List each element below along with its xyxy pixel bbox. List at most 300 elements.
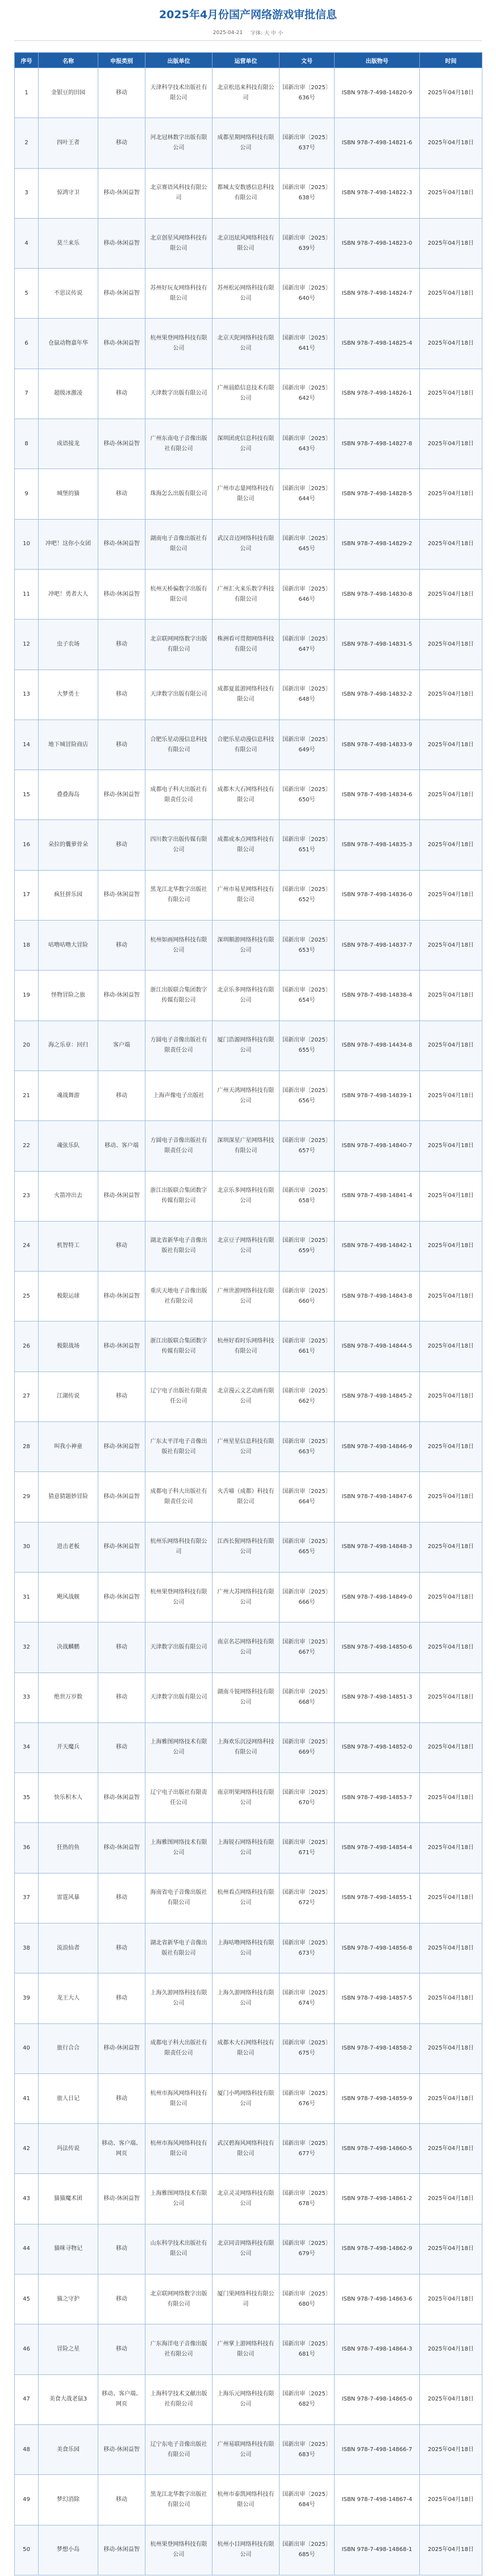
cell-category: 移动-休闲益智 [98, 218, 145, 268]
cell-date: 2025年04月18日 [420, 569, 482, 619]
cell-operator: 北京乐多网络科技有限公司 [212, 971, 280, 1021]
table-row [15, 971, 482, 1021]
cell-category: 客户端 [98, 1021, 145, 1070]
table-row [15, 118, 482, 168]
table-row [15, 369, 482, 419]
cell-game-name: 不思议传说 [39, 269, 98, 319]
font-size-small[interactable]: 小 [278, 31, 284, 36]
cell-operator: 湖南斗锐网络科技有限公司 [212, 1672, 280, 1722]
cell-category: 移动 [98, 2475, 145, 2525]
table-row [15, 569, 482, 619]
cell-date: 2025年04月18日 [420, 921, 482, 971]
cell-category: 移动-休闲益智 [98, 519, 145, 569]
cell-date: 2025年04月18日 [420, 218, 482, 268]
cell-isbn: ISBN 978-7-498-14849-0 [335, 1572, 420, 1622]
cell-approval-no: 国新出审〔2025〕666号 [280, 1572, 335, 1622]
cell-approval-no: 国新出审〔2025〕646号 [280, 569, 335, 619]
cell-operator: 北京天陀网络科技有限公司 [212, 319, 280, 369]
cell-operator: 广州星星信息科技有限公司 [212, 1422, 280, 1472]
table-row [15, 1522, 482, 1572]
cell-operator: 江西长猩网络科技有限公司 [212, 1522, 280, 1572]
cell-category: 移动 [98, 720, 145, 770]
cell-approval-no: 国新出审〔2025〕652号 [280, 870, 335, 920]
cell-operator: 上海久游网络科技有限公司 [212, 1973, 280, 2023]
cell-isbn: ISBN 978-7-498-14835-3 [335, 820, 420, 870]
cell-index: 25 [15, 1272, 39, 1322]
cell-approval-no: 国新出审〔2025〕662号 [280, 1371, 335, 1421]
cell-date: 2025年04月18日 [420, 1522, 482, 1572]
cell-index: 30 [15, 1522, 39, 1572]
table-row [15, 2073, 482, 2123]
cell-game-name: 猫之守护 [39, 2274, 98, 2324]
cell-publisher: 天津数字出版有限公司 [145, 369, 212, 419]
cell-operator: 成都夏蓝游网络科技有限公司 [212, 670, 280, 720]
cell-publisher: 浙江出版联合集团数字传媒有限公司 [145, 1171, 212, 1221]
cell-publisher: 上海科学技术文献出版社有限公司 [145, 2374, 212, 2424]
cell-date: 2025年04月18日 [420, 620, 482, 670]
cell-game-name: 虫子农场 [39, 620, 98, 670]
cell-operator: 杭州看点网络科技有限公司 [212, 1873, 280, 1923]
cell-game-name: 极限运球 [39, 1272, 98, 1322]
cell-game-name: 旅行合合 [39, 2023, 98, 2073]
cell-publisher: 北京联网网络数字出版有限公司 [145, 620, 212, 670]
cell-date: 2025年04月18日 [420, 1923, 482, 1973]
cell-operator: 武汉碧海风网络科技有限公司 [212, 2124, 280, 2174]
cell-publisher: 成都电子科大出版社有限责任公司 [145, 770, 212, 820]
cell-approval-no: 国新出审〔2025〕656号 [280, 1070, 335, 1120]
cell-game-name: 冲吧！勇者大人 [39, 569, 98, 619]
cell-category: 移动-休闲益智 [98, 1572, 145, 1622]
cell-date: 2025年04月18日 [420, 1171, 482, 1221]
cell-publisher: 方圆电子音像出版社有限责任公司 [145, 1121, 212, 1171]
table-row [15, 620, 482, 670]
cell-date: 2025年04月18日 [420, 720, 482, 770]
cell-operator: 上海欢乐沉浸网络科技有限公司 [212, 1722, 280, 1772]
column-header-operator: 运营单位 [212, 53, 280, 68]
cell-game-name: 惊鸿守卫 [39, 168, 98, 218]
cell-operator: 上海乐元网络科技有限公司 [212, 2374, 280, 2424]
cell-index: 29 [15, 1472, 39, 1522]
cell-approval-no: 国新出审〔2025〕651号 [280, 820, 335, 870]
cell-approval-no: 国新出审〔2025〕657号 [280, 1121, 335, 1171]
cell-category: 移动-休闲益智 [98, 419, 145, 469]
cell-publisher: 杭州市海风网络科技有限公司 [145, 2073, 212, 2123]
cell-index: 45 [15, 2274, 39, 2324]
table-row [15, 1973, 482, 2023]
cell-approval-no: 国新出审〔2025〕680号 [280, 2274, 335, 2324]
cell-index: 5 [15, 269, 39, 319]
cell-operator: 广州世游网络科技有限公司 [212, 1272, 280, 1322]
cell-category: 移动-休闲益智 [98, 319, 145, 369]
cell-index: 11 [15, 569, 39, 619]
table-row [15, 1422, 482, 1472]
table-row [15, 2274, 482, 2324]
cell-category: 移动-休闲益智 [98, 1472, 145, 1522]
cell-publisher: 北京创星风网络科技有限公司 [145, 218, 212, 268]
cell-approval-no: 国新出审〔2025〕639号 [280, 218, 335, 268]
cell-date: 2025年04月18日 [420, 2023, 482, 2073]
cell-category: 移动、客户端、网页 [98, 2374, 145, 2424]
cell-index: 9 [15, 469, 39, 519]
cell-approval-no: 国新出审〔2025〕676号 [280, 2073, 335, 2123]
cell-index: 17 [15, 870, 39, 920]
cell-game-name: 大梦勇士 [39, 670, 98, 720]
cell-operator: 深圳顺游网络科技有限公司 [212, 921, 280, 971]
cell-isbn: ISBN 978-7-498-14839-1 [335, 1070, 420, 1120]
cell-operator: 广州汇火来乐数字科技有限公司 [212, 569, 280, 619]
cell-operator: 北京豆子网络科技有限公司 [212, 1221, 280, 1271]
cell-index: 50 [15, 2525, 39, 2575]
cell-isbn: ISBN 978-7-498-14866-7 [335, 2424, 420, 2474]
cell-publisher: 合肥乐星动漫信息科技有限公司 [145, 720, 212, 770]
cell-approval-no: 国新出审〔2025〕663号 [280, 1422, 335, 1472]
cell-category: 移动 [98, 670, 145, 720]
cell-date: 2025年04月18日 [420, 870, 482, 920]
cell-game-name: 成语接龙 [39, 419, 98, 469]
table-row [15, 1722, 482, 1772]
cell-approval-no: 国新出审〔2025〕673号 [280, 1923, 335, 1973]
cell-publisher: 湖北省新华电子音像出版社有限公司 [145, 1221, 212, 1271]
cell-publisher: 杭州果登网络科技有限公司 [145, 1572, 212, 1622]
cell-publisher: 杭州乐网络科技有限公司 [145, 1522, 212, 1572]
cell-date: 2025年04月18日 [420, 1021, 482, 1070]
cell-date: 2025年04月18日 [420, 1422, 482, 1472]
cell-approval-no: 国新出审〔2025〕647号 [280, 620, 335, 670]
cell-game-name: 猫猫魔术团 [39, 2174, 98, 2224]
cell-game-name: 疯狂拼乐园 [39, 870, 98, 920]
cell-index: 48 [15, 2424, 39, 2474]
cell-publisher: 天津数字出版有限公司 [145, 1622, 212, 1672]
cell-publisher: 辽宁电子出版社有限责任公司 [145, 1773, 212, 1823]
cell-operator: 广州掌上游网络科技有限公司 [212, 2324, 280, 2374]
table-row [15, 1070, 482, 1120]
cell-index: 4 [15, 218, 39, 268]
table-row [15, 319, 482, 369]
cell-publisher: 湖北省新华电子音像出版社有限公司 [145, 1923, 212, 1973]
cell-date: 2025年04月18日 [420, 2324, 482, 2374]
cell-date: 2025年04月18日 [420, 2374, 482, 2424]
cell-date: 2025年04月18日 [420, 2475, 482, 2525]
cell-index: 2 [15, 118, 39, 168]
cell-isbn: ISBN 978-7-498-14862-9 [335, 2224, 420, 2274]
cell-game-name: 金银豆的田园 [39, 68, 98, 118]
cell-approval-no: 国新出审〔2025〕677号 [280, 2124, 335, 2174]
cell-isbn: ISBN 978-7-498-14860-5 [335, 2124, 420, 2174]
cell-game-name: 江湖传说 [39, 1371, 98, 1421]
cell-approval-no: 国新出审〔2025〕665号 [280, 1522, 335, 1572]
cell-date: 2025年04月18日 [420, 1722, 482, 1772]
cell-index: 23 [15, 1171, 39, 1221]
cell-isbn: ISBN 978-7-498-14824-7 [335, 269, 420, 319]
cell-index: 16 [15, 820, 39, 870]
cell-date: 2025年04月18日 [420, 68, 482, 118]
cell-isbn: ISBN 978-7-498-14853-7 [335, 1773, 420, 1823]
cell-index: 21 [15, 1070, 39, 1120]
cell-date: 2025年04月18日 [420, 1472, 482, 1522]
cell-publisher: 上海雅图网络技术有限公司 [145, 1722, 212, 1772]
cell-publisher: 四川数字出版传媒有限公司 [145, 820, 212, 870]
cell-approval-no: 国新出审〔2025〕675号 [280, 2023, 335, 2073]
cell-approval-no: 国新出审〔2025〕650号 [280, 770, 335, 820]
cell-isbn: ISBN 978-7-498-14858-2 [335, 2023, 420, 2073]
cell-date: 2025年04月18日 [420, 2174, 482, 2224]
table-row [15, 1873, 482, 1923]
cell-game-name: 仓鼠动物嘉年华 [39, 319, 98, 369]
cell-index: 27 [15, 1371, 39, 1421]
cell-date: 2025年04月18日 [420, 1773, 482, 1823]
cell-isbn: ISBN 978-7-498-14820-9 [335, 68, 420, 118]
cell-category: 移动 [98, 1973, 145, 2023]
cell-isbn: ISBN 978-7-498-14832-2 [335, 670, 420, 720]
table-body [15, 68, 482, 2575]
cell-date: 2025年04月18日 [420, 1823, 482, 1873]
cell-isbn: ISBN 978-7-498-14827-8 [335, 419, 420, 469]
cell-isbn: ISBN 978-7-498-14857-5 [335, 1973, 420, 2023]
cell-category: 移动、客户端、网页 [98, 2124, 145, 2174]
cell-isbn: ISBN 978-7-498-14826-1 [335, 369, 420, 419]
cell-game-name: 朵拉的囊萝骨朵 [39, 820, 98, 870]
cell-category: 移动 [98, 369, 145, 419]
cell-game-name: 地下城冒险商店 [39, 720, 98, 770]
table-row [15, 870, 482, 920]
cell-category: 移动 [98, 2274, 145, 2324]
cell-category: 移动 [98, 469, 145, 519]
cell-approval-no: 国新出审〔2025〕669号 [280, 1722, 335, 1772]
cell-category: 移动-休闲益智 [98, 770, 145, 820]
cell-index: 37 [15, 1873, 39, 1923]
cell-date: 2025年04月18日 [420, 2224, 482, 2274]
cell-index: 35 [15, 1773, 39, 1823]
cell-operator: 苏州松沁网络科技有限公司 [212, 269, 280, 319]
cell-category: 移动-休闲益智 [98, 1522, 145, 1572]
cell-index: 1 [15, 68, 39, 118]
cell-isbn: ISBN 978-7-498-14830-8 [335, 569, 420, 619]
table-row [15, 2475, 482, 2525]
table-header-row [15, 53, 482, 68]
table-row [15, 1121, 482, 1171]
article-meta [14, 25, 482, 41]
cell-game-name: 玛法传说 [39, 2124, 98, 2174]
cell-approval-no: 国新出审〔2025〕641号 [280, 319, 335, 369]
cell-category: 移动 [98, 820, 145, 870]
cell-operator: 北京灵灵网络科技有限公司 [212, 2174, 280, 2224]
cell-operator: 成都星期网络科技有限公司 [212, 118, 280, 168]
cell-category: 移动 [98, 118, 145, 168]
cell-publisher: 辽宁电子出版社有限责任公司 [145, 1371, 212, 1421]
cell-operator: 广州大苏网络科技有限公司 [212, 1572, 280, 1622]
cell-operator: 成都木大石网络科技有限公司 [212, 2023, 280, 2073]
cell-isbn: ISBN 978-7-498-14831-5 [335, 620, 420, 670]
font-size-large[interactable]: 大 [264, 31, 270, 36]
cell-index: 12 [15, 620, 39, 670]
cell-publisher: 方圆电子音像出版社有限责任公司 [145, 1021, 212, 1070]
cell-date: 2025年04月18日 [420, 519, 482, 569]
cell-index: 41 [15, 2073, 39, 2123]
cell-publisher: 上海声像电子出版社 [145, 1070, 212, 1120]
cell-index: 34 [15, 1722, 39, 1772]
table-row [15, 1773, 482, 1823]
cell-category: 移动 [98, 1070, 145, 1120]
cell-category: 移动 [98, 1371, 145, 1421]
cell-publisher: 杭州果登网络科技有限公司 [145, 319, 212, 369]
cell-index: 42 [15, 2124, 39, 2174]
cell-isbn: ISBN 978-7-498-14859-9 [335, 2073, 420, 2123]
cell-approval-no: 国新出审〔2025〕643号 [280, 419, 335, 469]
cell-operator: 北京漫云文艺动画有限公司 [212, 1371, 280, 1421]
cell-publisher: 杭州市海风网络科技有限公司 [145, 2124, 212, 2174]
column-header-name: 名称 [39, 53, 98, 68]
cell-index: 15 [15, 770, 39, 820]
table-row [15, 1171, 482, 1221]
cell-date: 2025年04月18日 [420, 971, 482, 1021]
table-row [15, 469, 482, 519]
table-row [15, 1672, 482, 1722]
cell-isbn: ISBN 978-7-498-14843-8 [335, 1272, 420, 1322]
cell-category: 移动-休闲益智 [98, 870, 145, 920]
cell-game-name: 飓风战舰 [39, 1572, 98, 1622]
cell-isbn: ISBN 978-7-498-14850-6 [335, 1622, 420, 1672]
cell-isbn: ISBN 978-7-498-14851-3 [335, 1672, 420, 1722]
cell-publisher: 杭州如画网络科技有限公司 [145, 921, 212, 971]
cell-publisher: 珠海怎么出版有限公司 [145, 469, 212, 519]
cell-game-name: 狂热的鱼 [39, 1823, 98, 1873]
cell-category: 移动-休闲益智 [98, 168, 145, 218]
cell-approval-no: 国新出审〔2025〕685号 [280, 2525, 335, 2575]
table-row [15, 921, 482, 971]
cell-isbn: ISBN 978-7-498-14868-1 [335, 2525, 420, 2575]
cell-publisher: 杭州果登网络科技有限公司 [145, 2525, 212, 2575]
cell-category: 移动-休闲益智 [98, 1272, 145, 1322]
cell-index: 31 [15, 1572, 39, 1622]
cell-game-name: 冒险之星 [39, 2324, 98, 2374]
cell-publisher: 成都电子科大出版社有限责任公司 [145, 2023, 212, 2073]
cell-game-name: 美食乐园 [39, 2424, 98, 2474]
table-row [15, 2374, 482, 2424]
cell-publisher: 广州东南电子音像出版社有限公司 [145, 419, 212, 469]
column-header-approval-no: 文号 [280, 53, 335, 68]
cell-publisher: 广东太平洋电子音像出版社有限公司 [145, 1422, 212, 1472]
cell-category: 移动 [98, 921, 145, 971]
cell-isbn: ISBN 978-7-498-14834-6 [335, 770, 420, 820]
cell-game-name: 旅人日记 [39, 2073, 98, 2123]
cell-index: 24 [15, 1221, 39, 1271]
table-row [15, 820, 482, 870]
cell-approval-no: 国新出审〔2025〕672号 [280, 1873, 335, 1923]
cell-index: 46 [15, 2324, 39, 2374]
cell-category: 移动-休闲益智 [98, 1322, 145, 1371]
cell-publisher: 广东海洋电子音像出版社有限公司 [145, 2324, 212, 2374]
cell-approval-no: 国新出审〔2025〕638号 [280, 168, 335, 218]
cell-game-name: 梦幻消除 [39, 2475, 98, 2525]
cell-isbn: ISBN 978-7-498-14845-2 [335, 1371, 420, 1421]
page-title: 2025年4月份国产网络游戏审批信息 [159, 9, 337, 21]
cell-publisher: 湖南电子音像出版社有限公司 [145, 519, 212, 569]
cell-game-name: 雷霆风暴 [39, 1873, 98, 1923]
cell-isbn: ISBN 978-7-498-14838-4 [335, 971, 420, 1021]
cell-date: 2025年04月18日 [420, 1221, 482, 1271]
cell-isbn: ISBN 978-7-498-14833-9 [335, 720, 420, 770]
cell-approval-no: 国新出审〔2025〕642号 [280, 369, 335, 419]
publish-date: 2025-04-21 [212, 30, 243, 36]
cell-operator: 广州市志量网络科技有限公司 [212, 469, 280, 519]
cell-operator: 上海锐石网络科技有限公司 [212, 1823, 280, 1873]
cell-publisher: 北京联网网络数字出版有限公司 [145, 2274, 212, 2324]
cell-operator: 武汉音迈网络科技有限公司 [212, 519, 280, 569]
cell-game-name: 火箭冲出去 [39, 1171, 98, 1221]
cell-isbn: ISBN 978-7-498-14864-3 [335, 2324, 420, 2374]
cell-isbn: ISBN 978-7-498-14854-4 [335, 1823, 420, 1873]
cell-approval-no: 国新出审〔2025〕654号 [280, 971, 335, 1021]
cell-isbn: ISBN 978-7-498-14829-2 [335, 519, 420, 569]
cell-date: 2025年04月18日 [420, 319, 482, 369]
cell-approval-no: 国新出审〔2025〕637号 [280, 118, 335, 168]
cell-date: 2025年04月18日 [420, 118, 482, 168]
column-header-isbn: 出版物号 [335, 53, 420, 68]
cell-category: 移动-休闲益智 [98, 1773, 145, 1823]
cell-index: 36 [15, 1823, 39, 1873]
cell-category: 移动 [98, 1923, 145, 1973]
cell-index: 22 [15, 1121, 39, 1171]
table-row [15, 269, 482, 319]
cell-game-name: 猫咪寻物记 [39, 2224, 98, 2274]
table-row [15, 1221, 482, 1271]
cell-operator: 厦门浩源网络科技有限公司 [212, 1021, 280, 1070]
cell-publisher: 北京赛语风科技有限公司 [145, 168, 212, 218]
cell-category: 移动 [98, 620, 145, 670]
cell-approval-no: 国新出审〔2025〕660号 [280, 1272, 335, 1322]
cell-game-name: 四叶王者 [39, 118, 98, 168]
table-row [15, 1472, 482, 1522]
table-row [15, 2224, 482, 2274]
cell-publisher: 海南省电子音像出版社有限公司 [145, 1873, 212, 1923]
cell-isbn: ISBN 978-7-498-14828-5 [335, 469, 420, 519]
cell-operator: 成都木大石网络科技有限公司 [212, 770, 280, 820]
cell-category: 移动-休闲益智 [98, 971, 145, 1021]
cell-approval-no: 国新出审〔2025〕645号 [280, 519, 335, 569]
cell-operator: 杭州小目网络科技有限公司 [212, 2525, 280, 2575]
column-header-publisher: 出版单位 [145, 53, 212, 68]
cell-approval-no: 国新出审〔2025〕649号 [280, 720, 335, 770]
cell-date: 2025年04月18日 [420, 1121, 482, 1171]
table-row [15, 2174, 482, 2224]
table-row [15, 2023, 482, 2073]
cell-category: 移动 [98, 1221, 145, 1271]
cell-operator: 北京松迅来科技有限公司 [212, 68, 280, 118]
table-row [15, 1572, 482, 1622]
cell-game-name: 极限战场 [39, 1322, 98, 1371]
font-size-medium[interactable]: 中 [271, 31, 277, 36]
cell-category: 移动-休闲益智 [98, 2525, 145, 2575]
table-row [15, 2124, 482, 2174]
cell-publisher: 苏州好玩友网络科技有限公司 [145, 269, 212, 319]
cell-game-name: 开天魔兵 [39, 1722, 98, 1772]
cell-approval-no: 国新出审〔2025〕668号 [280, 1672, 335, 1722]
cell-operator: 厦门果网络科技有限公司 [212, 2274, 280, 2324]
cell-index: 38 [15, 1923, 39, 1973]
cell-date: 2025年04月18日 [420, 1873, 482, 1923]
cell-category: 移动-休闲益智 [98, 269, 145, 319]
cell-index: 13 [15, 670, 39, 720]
cell-isbn: ISBN 978-7-498-14822-3 [335, 168, 420, 218]
cell-isbn: ISBN 978-7-498-14867-4 [335, 2475, 420, 2525]
cell-operator: 广州天鸿网络科技有限公司 [212, 1070, 280, 1120]
cell-approval-no: 国新出审〔2025〕684号 [280, 2475, 335, 2525]
cell-publisher: 浙江出版联合集团数字传媒有限公司 [145, 971, 212, 1021]
cell-date: 2025年04月18日 [420, 1572, 482, 1622]
cell-approval-no: 国新出审〔2025〕683号 [280, 2424, 335, 2474]
cell-operator: 北京乐多网络科技有限公司 [212, 1171, 280, 1221]
column-header-category: 申报类别 [98, 53, 145, 68]
